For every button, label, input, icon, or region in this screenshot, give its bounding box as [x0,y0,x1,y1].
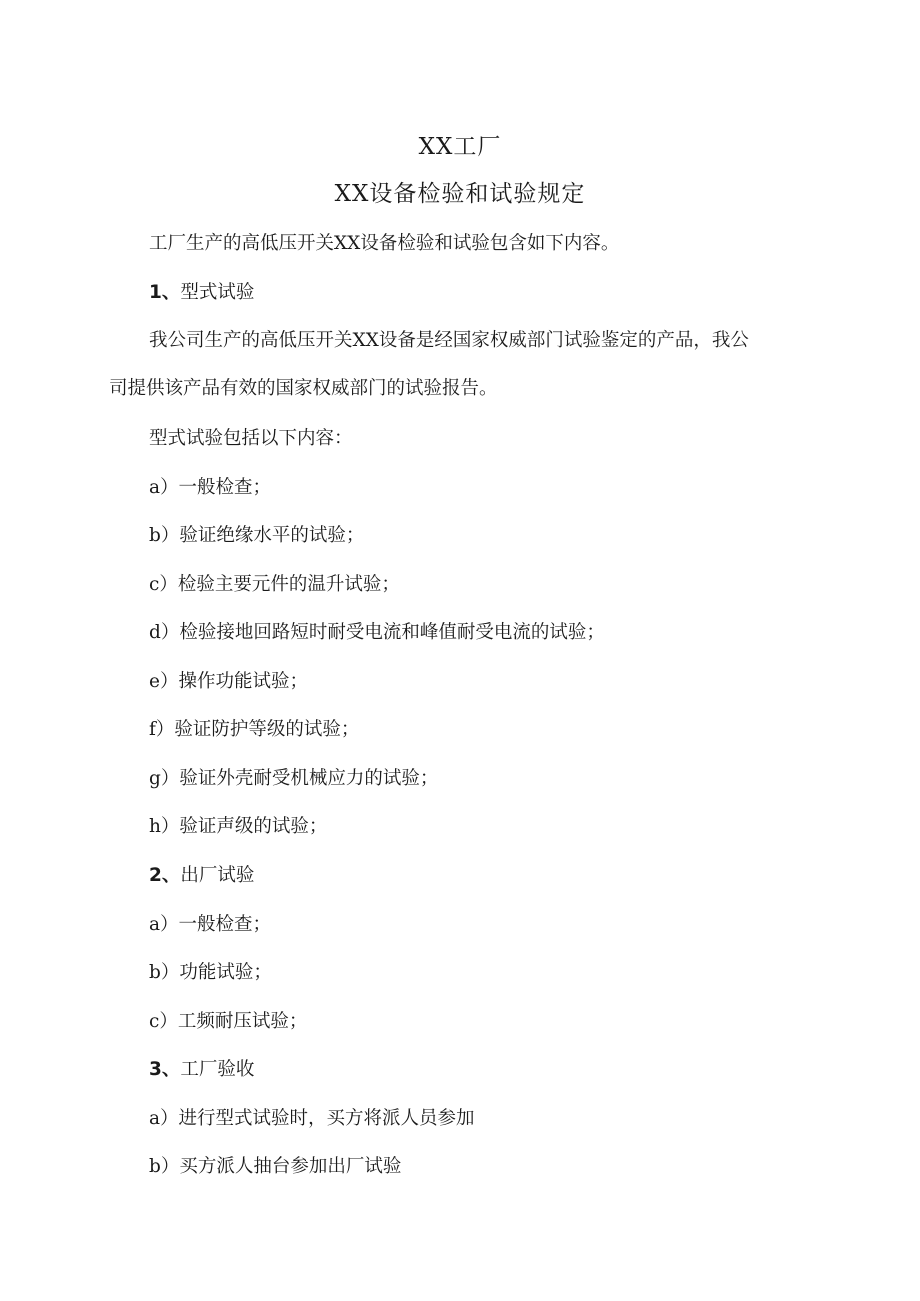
section-1-heading [149,279,254,307]
section-2-title: 出厂试验 [180,865,255,886]
section-1-number: 1、 [149,282,181,303]
section-3-heading [149,1056,254,1084]
section-1-item-f: f）验证防护等级的试验； [149,719,360,740]
section-2-item-c: c）工频耐压试验； [149,1011,308,1032]
section-1-item-c: c）检验主要元件的温升试验； [149,574,400,595]
section-2-heading [149,862,254,890]
section-3-number: 3、 [149,1059,181,1080]
section-1-list-intro: 型式试验包括以下内容： [149,428,353,449]
intro-paragraph: 工厂生产的高低压开关XX设备检验和试验包含如下内容。 [149,233,620,254]
section-1-item-d: d）检验接地回路短时耐受电流和峰值耐受电流的试验； [149,622,605,643]
factory-title: XX工厂 [418,134,502,160]
section-3-item-b: b）买方派人抽台参加出厂试验 [149,1156,402,1177]
section-1-paragraph-line-2: 司提供该产品有效的国家权威部门的试验报告。 [109,378,498,399]
section-1-item-h: h）验证声级的试验； [149,816,328,837]
section-3-title: 工厂验收 [180,1059,255,1080]
section-1-item-e: e）操作功能试验； [149,671,308,692]
section-1-title: 型式试验 [180,282,255,303]
section-1-item-g: g）验证外壳耐受机械应力的试验； [149,768,439,789]
regulation-title: XX设备检验和试验规定 [334,181,586,207]
section-2-number: 2、 [149,865,181,886]
section-1-paragraph-line-1: 我公司生产的高低压开关XX设备是经国家权威部门试验鉴定的产品，我公 [149,330,749,351]
section-1-item-a: a）一般检查； [149,477,272,498]
section-1-item-b: b）验证绝缘水平的试验； [149,525,365,546]
section-2-item-a: a）一般检查； [149,914,272,935]
section-2-item-b: b）功能试验； [149,962,272,983]
section-3-item-a: a）进行型式试验时，买方将派人员参加 [149,1108,475,1129]
